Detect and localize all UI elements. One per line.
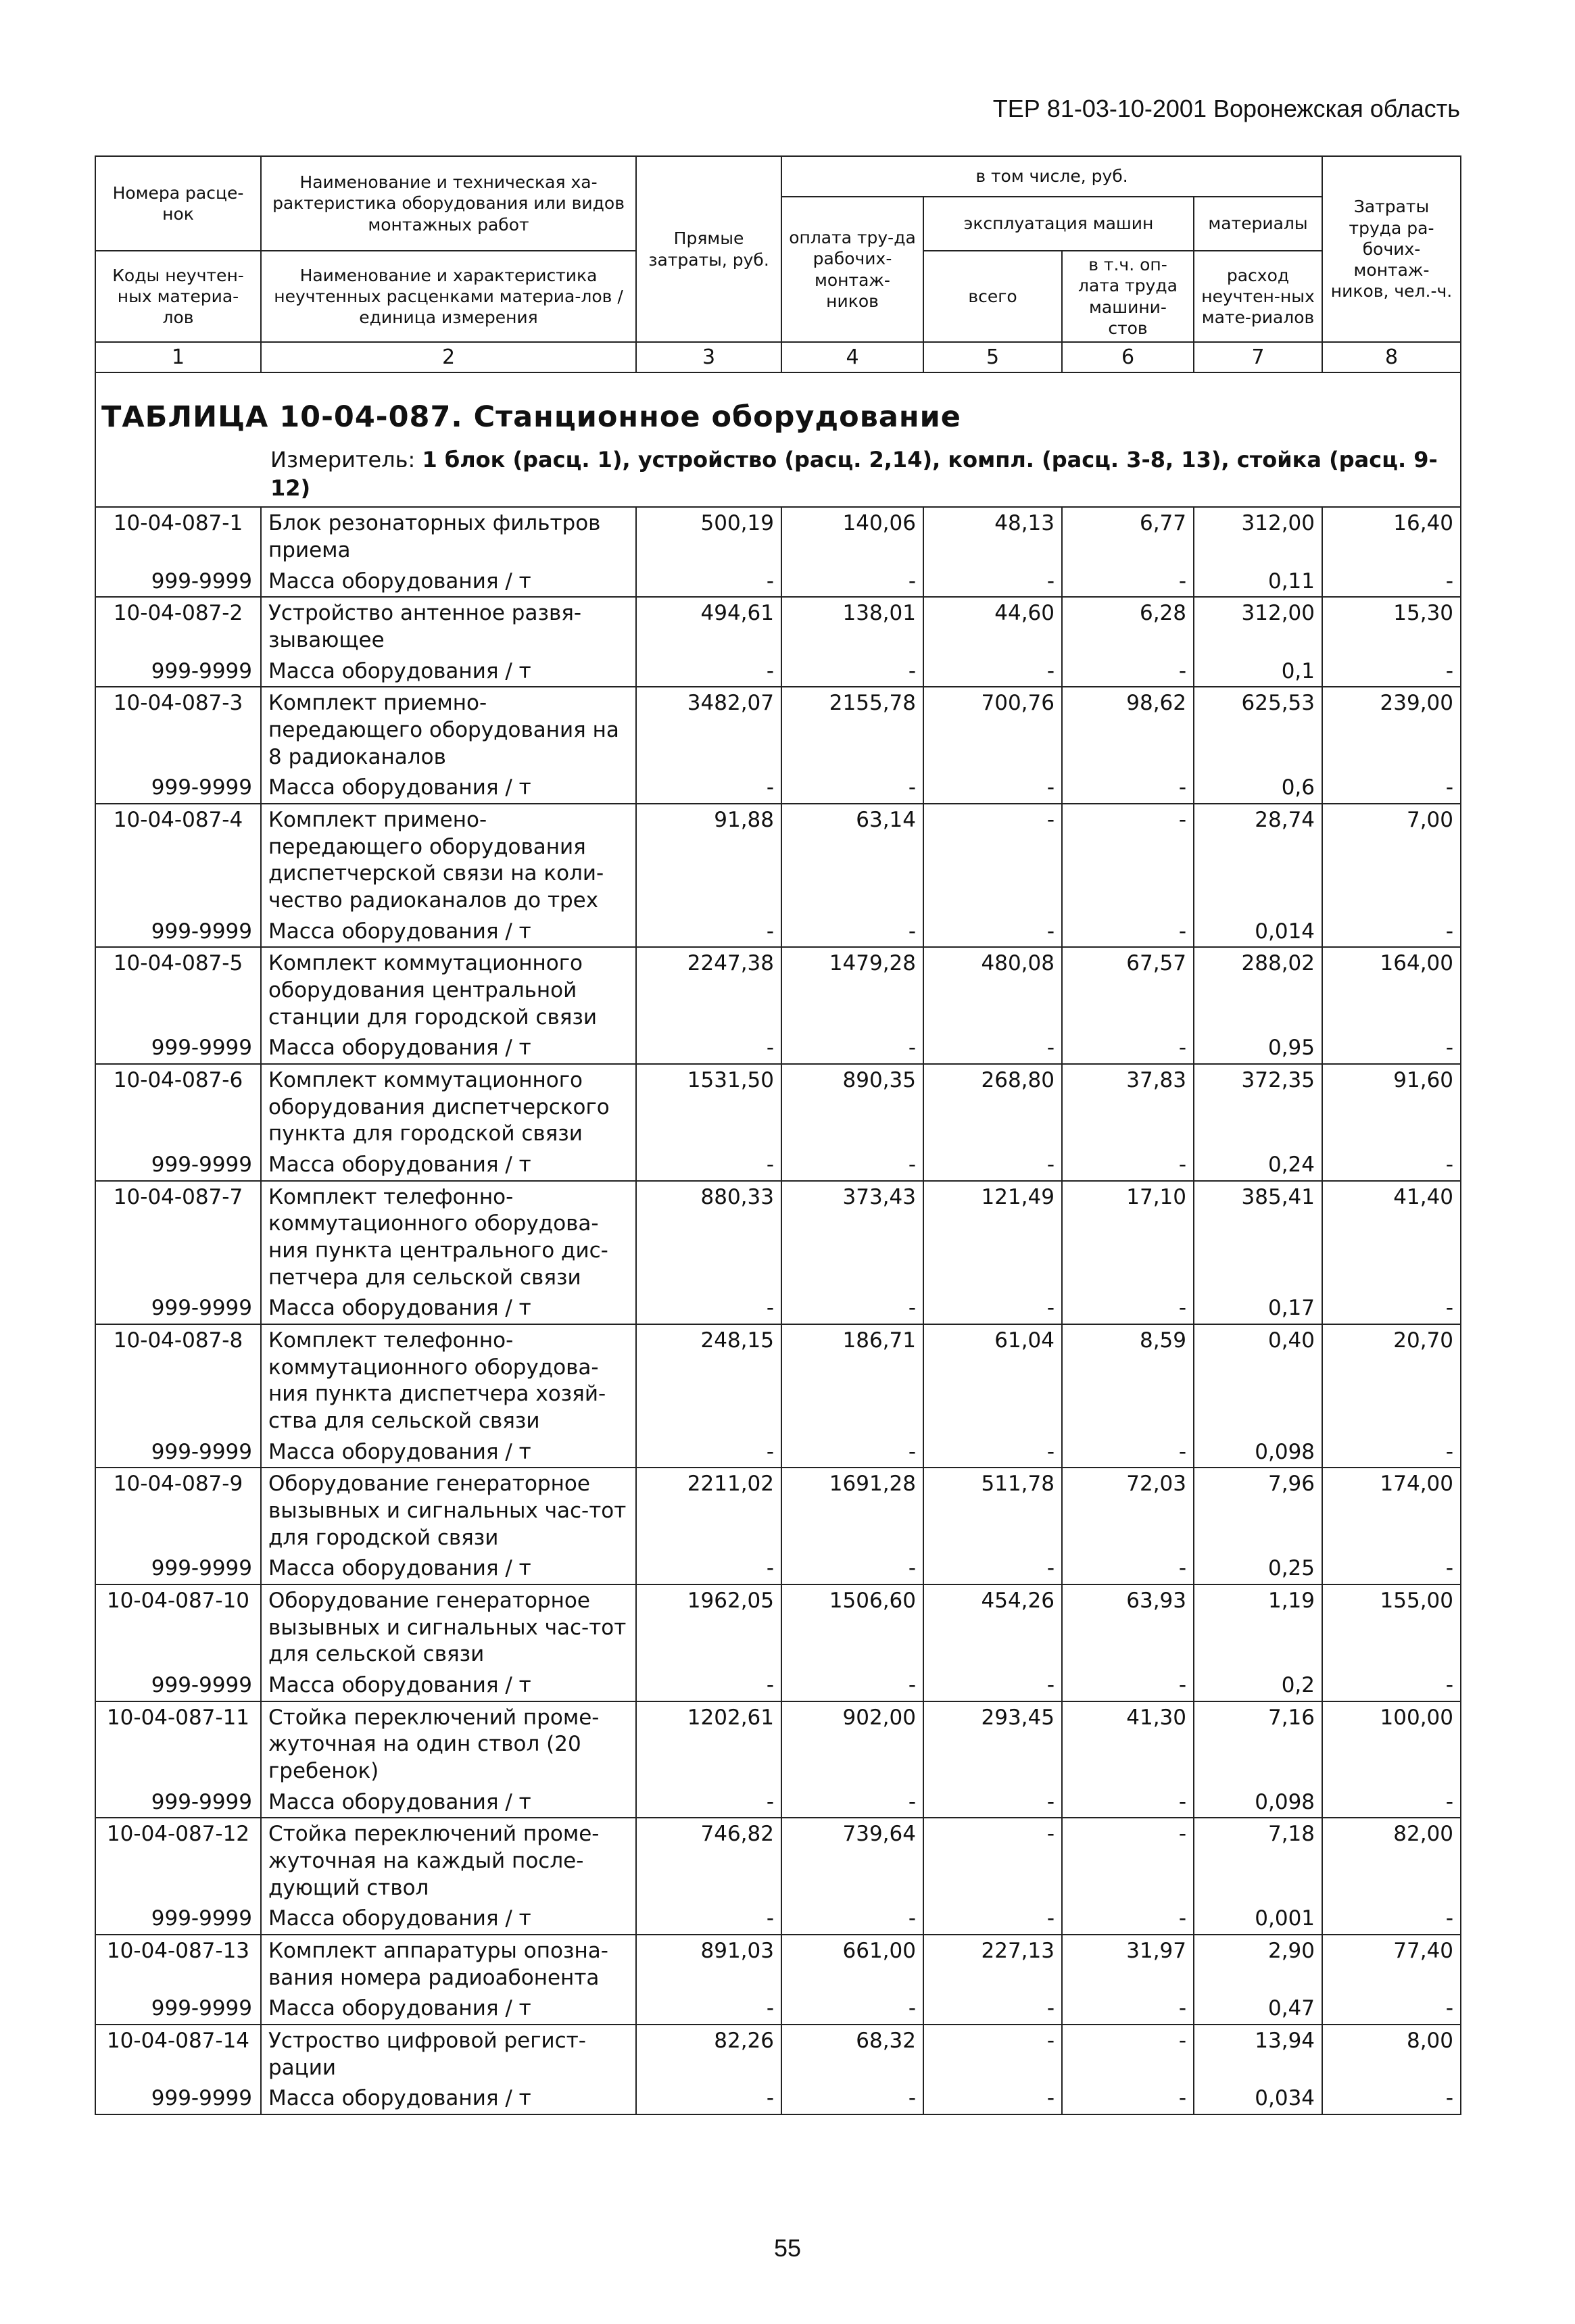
labor-hours: - bbox=[1322, 1788, 1461, 1818]
column-number: 2 bbox=[261, 342, 636, 372]
workers-pay: - bbox=[781, 1034, 923, 1064]
workers-pay: 140,06 bbox=[781, 507, 923, 566]
machinists-pay: - bbox=[1062, 657, 1194, 687]
material-consumption: 0,95 bbox=[1194, 1034, 1322, 1064]
materials: 0,40 bbox=[1194, 1324, 1322, 1438]
direct-costs: 500,19 bbox=[636, 507, 781, 566]
machines-total: - bbox=[923, 1034, 1062, 1064]
rate-code: 10-04-087-9 bbox=[95, 1468, 261, 1554]
header-machines-total: всего bbox=[923, 251, 1062, 342]
machinists-pay: - bbox=[1062, 567, 1194, 598]
workers-pay: - bbox=[781, 1788, 923, 1818]
direct-costs: 1202,61 bbox=[636, 1701, 781, 1788]
workers-pay: - bbox=[781, 1294, 923, 1324]
material-code: 999-9999 bbox=[95, 917, 261, 948]
item-name: Оборудование генераторное вызывных и сигнальных час-тот для сельской связи bbox=[261, 1584, 636, 1671]
workers-pay: 63,14 bbox=[781, 804, 923, 917]
rate-code: 10-04-087-12 bbox=[95, 1818, 261, 1904]
item-name: Стойка переключений проме-жуточная на один ствол (20 гребенок) bbox=[261, 1701, 636, 1788]
direct-costs: 891,03 bbox=[636, 1935, 781, 1994]
table-row bbox=[95, 1701, 1461, 1788]
column-number: 1 bbox=[95, 342, 261, 372]
machines-total: - bbox=[923, 1994, 1062, 2025]
machines-total: 121,49 bbox=[923, 1181, 1062, 1294]
machines-total: 48,13 bbox=[923, 507, 1062, 566]
material-code: 999-9999 bbox=[95, 567, 261, 598]
material-row bbox=[95, 567, 1461, 598]
labor-hours: - bbox=[1322, 917, 1461, 948]
machines-total: 454,26 bbox=[923, 1584, 1062, 1671]
rate-code: 10-04-087-10 bbox=[95, 1584, 261, 1671]
materials: 7,16 bbox=[1194, 1701, 1322, 1788]
header-machinists-pay: в т.ч. оп-лата труда машини-стов bbox=[1062, 251, 1194, 342]
workers-pay: 1479,28 bbox=[781, 947, 923, 1034]
table-row bbox=[95, 687, 1461, 773]
item-name: Комплект примено-передающего оборудования диспетчерской связи на коли-чество радиоканалов до трех bbox=[261, 804, 636, 917]
machines-total: - bbox=[923, 567, 1062, 598]
direct-costs: 746,82 bbox=[636, 1818, 781, 1904]
machinists-pay: - bbox=[1062, 1034, 1194, 1064]
machines-total: - bbox=[923, 1671, 1062, 1701]
machinists-pay: 67,57 bbox=[1062, 947, 1194, 1034]
machinists-pay: - bbox=[1062, 1151, 1194, 1181]
material-name: Масса оборудования / т bbox=[261, 1151, 636, 1181]
material-row bbox=[95, 1438, 1461, 1468]
materials: 13,94 bbox=[1194, 2025, 1322, 2084]
item-name: Устройство антенное развя-зывающее bbox=[261, 597, 636, 656]
rate-code: 10-04-087-13 bbox=[95, 1935, 261, 1994]
machinists-pay: 6,77 bbox=[1062, 507, 1194, 566]
material-name: Масса оборудования / т bbox=[261, 1904, 636, 1935]
material-consumption: 0,11 bbox=[1194, 567, 1322, 598]
workers-pay: 739,64 bbox=[781, 1818, 923, 1904]
labor-hours: 41,40 bbox=[1322, 1181, 1461, 1294]
material-name: Масса оборудования / т bbox=[261, 1788, 636, 1818]
workers-pay: - bbox=[781, 773, 923, 804]
header-machines: эксплуатация машин bbox=[923, 197, 1194, 251]
workers-pay: 1506,60 bbox=[781, 1584, 923, 1671]
machines-total: 44,60 bbox=[923, 597, 1062, 656]
direct-costs: - bbox=[636, 1034, 781, 1064]
column-number: 3 bbox=[636, 342, 781, 372]
material-code: 999-9999 bbox=[95, 1554, 261, 1584]
table-row bbox=[95, 1324, 1461, 1438]
item-name: Комплект телефонно-коммутационного оборудова-ния пункта диспетчера хозяй-ства для сельской связи bbox=[261, 1324, 636, 1438]
table-row bbox=[95, 1064, 1461, 1151]
material-row bbox=[95, 1671, 1461, 1701]
rate-code: 10-04-087-8 bbox=[95, 1324, 261, 1438]
machinists-pay: - bbox=[1062, 1994, 1194, 2025]
labor-hours: 77,40 bbox=[1322, 1935, 1461, 1994]
column-numbers-row bbox=[95, 342, 1461, 372]
header-labor-hours: Затраты труда ра-бочих-монтаж-ников, чел.-ч. bbox=[1322, 156, 1461, 342]
machines-total: - bbox=[923, 804, 1062, 917]
direct-costs: - bbox=[636, 1994, 781, 2025]
header-including: в том числе, руб. bbox=[781, 156, 1322, 197]
material-code: 999-9999 bbox=[95, 1994, 261, 2025]
materials: 625,53 bbox=[1194, 687, 1322, 773]
labor-hours: 164,00 bbox=[1322, 947, 1461, 1034]
machinists-pay: 37,83 bbox=[1062, 1064, 1194, 1151]
machines-total: - bbox=[923, 657, 1062, 687]
materials: 28,74 bbox=[1194, 804, 1322, 917]
labor-hours: - bbox=[1322, 1034, 1461, 1064]
material-row bbox=[95, 1994, 1461, 2025]
workers-pay: - bbox=[781, 657, 923, 687]
table-row bbox=[95, 1818, 1461, 1904]
header-material-codes: Коды неучтен-ных материа-лов bbox=[95, 251, 261, 342]
item-name: Оборудование генераторное вызывных и сигнальных час-тот для городской связи bbox=[261, 1468, 636, 1554]
measure-text: 1 блок (расц. 1), устройство (расц. 2,14), компл. (расц. 3-8, 13), стойка (расц. 9-12) bbox=[270, 447, 1438, 501]
machinists-pay: - bbox=[1062, 1294, 1194, 1324]
direct-costs: 494,61 bbox=[636, 597, 781, 656]
table-title-section bbox=[95, 372, 1461, 507]
material-code: 999-9999 bbox=[95, 1438, 261, 1468]
item-name: Комплект аппаратуры опозна-вания номера радиоабонента bbox=[261, 1935, 636, 1994]
machinists-pay: 31,97 bbox=[1062, 1935, 1194, 1994]
material-name: Масса оборудования / т bbox=[261, 657, 636, 687]
machines-total: 700,76 bbox=[923, 687, 1062, 773]
direct-costs: - bbox=[636, 917, 781, 948]
table-header bbox=[95, 156, 1461, 342]
table-row bbox=[95, 1181, 1461, 1294]
material-row bbox=[95, 917, 1461, 948]
machines-total: 511,78 bbox=[923, 1468, 1062, 1554]
labor-hours: 100,00 bbox=[1322, 1701, 1461, 1788]
workers-pay: - bbox=[781, 917, 923, 948]
material-code: 999-9999 bbox=[95, 773, 261, 804]
material-consumption: 0,25 bbox=[1194, 1554, 1322, 1584]
labor-hours: - bbox=[1322, 1294, 1461, 1324]
material-row bbox=[95, 1904, 1461, 1935]
rate-code: 10-04-087-4 bbox=[95, 804, 261, 917]
machines-total: - bbox=[923, 1904, 1062, 1935]
labor-hours: 8,00 bbox=[1322, 2025, 1461, 2084]
material-row bbox=[95, 1151, 1461, 1181]
document-header: ТЕР 81-03-10-2001 Воронежская область bbox=[992, 95, 1460, 122]
rate-code: 10-04-087-1 bbox=[95, 507, 261, 566]
materials: 7,96 bbox=[1194, 1468, 1322, 1554]
machinists-pay: 98,62 bbox=[1062, 687, 1194, 773]
labor-hours: 155,00 bbox=[1322, 1584, 1461, 1671]
table-row bbox=[95, 804, 1461, 917]
machinists-pay: 72,03 bbox=[1062, 1468, 1194, 1554]
materials: 288,02 bbox=[1194, 947, 1322, 1034]
material-row bbox=[95, 1034, 1461, 1064]
table-title-cell bbox=[95, 372, 1461, 507]
machinists-pay: - bbox=[1062, 917, 1194, 948]
direct-costs: - bbox=[636, 1904, 781, 1935]
direct-costs: - bbox=[636, 1554, 781, 1584]
material-name: Масса оборудования / т bbox=[261, 1034, 636, 1064]
machines-total: - bbox=[923, 1818, 1062, 1904]
workers-pay: - bbox=[781, 1151, 923, 1181]
material-consumption: 0,6 bbox=[1194, 773, 1322, 804]
item-name: Стойка переключений проме-жуточная на каждый после-дующий ствол bbox=[261, 1818, 636, 1904]
machines-total: 227,13 bbox=[923, 1935, 1062, 1994]
material-consumption: 0,014 bbox=[1194, 917, 1322, 948]
direct-costs: - bbox=[636, 773, 781, 804]
machines-total: - bbox=[923, 2084, 1062, 2114]
labor-hours: - bbox=[1322, 2084, 1461, 2114]
labor-hours: - bbox=[1322, 1671, 1461, 1701]
rate-code: 10-04-087-7 bbox=[95, 1181, 261, 1294]
machinists-pay: 6,28 bbox=[1062, 597, 1194, 656]
machinists-pay: - bbox=[1062, 2025, 1194, 2084]
machinists-pay: - bbox=[1062, 2084, 1194, 2114]
workers-pay: - bbox=[781, 1554, 923, 1584]
machinists-pay: 17,10 bbox=[1062, 1181, 1194, 1294]
machines-total: - bbox=[923, 917, 1062, 948]
material-code: 999-9999 bbox=[95, 1671, 261, 1701]
machinists-pay: - bbox=[1062, 1438, 1194, 1468]
material-code: 999-9999 bbox=[95, 1904, 261, 1935]
direct-costs: 1531,50 bbox=[636, 1064, 781, 1151]
header-materials: материалы bbox=[1194, 197, 1322, 251]
machinists-pay: - bbox=[1062, 773, 1194, 804]
table-row bbox=[95, 1584, 1461, 1671]
workers-pay: 373,43 bbox=[781, 1181, 923, 1294]
item-name: Комплект коммутационного оборудования диспетчерского пункта для городской связи bbox=[261, 1064, 636, 1151]
rates-table-wrapper bbox=[95, 155, 1460, 2115]
material-consumption: 0,1 bbox=[1194, 657, 1322, 687]
measure-line bbox=[270, 446, 1453, 502]
labor-hours: 15,30 bbox=[1322, 597, 1461, 656]
direct-costs: 82,26 bbox=[636, 2025, 781, 2084]
workers-pay: 68,32 bbox=[781, 2025, 923, 2084]
workers-pay: - bbox=[781, 1994, 923, 2025]
item-name: Комплект телефонно-коммутационного оборудова-ния пункта центрального дис-петчера для сельской связи bbox=[261, 1181, 636, 1294]
materials: 372,35 bbox=[1194, 1064, 1322, 1151]
material-consumption: 0,098 bbox=[1194, 1438, 1322, 1468]
material-consumption: 0,034 bbox=[1194, 2084, 1322, 2114]
item-name: Блок резонаторных фильтров приема bbox=[261, 507, 636, 566]
material-name: Масса оборудования / т bbox=[261, 2084, 636, 2114]
direct-costs: 248,15 bbox=[636, 1324, 781, 1438]
machinists-pay: - bbox=[1062, 1554, 1194, 1584]
rates-table bbox=[95, 155, 1461, 2115]
workers-pay: 138,01 bbox=[781, 597, 923, 656]
labor-hours: 7,00 bbox=[1322, 804, 1461, 917]
machines-total: - bbox=[923, 2025, 1062, 2084]
machinists-pay: 41,30 bbox=[1062, 1701, 1194, 1788]
material-row bbox=[95, 1554, 1461, 1584]
item-name: Устроство цифровой регист-рации bbox=[261, 2025, 636, 2084]
direct-costs: - bbox=[636, 1671, 781, 1701]
direct-costs: - bbox=[636, 657, 781, 687]
table-row bbox=[95, 507, 1461, 566]
machines-total: 480,08 bbox=[923, 947, 1062, 1034]
machinists-pay: 63,93 bbox=[1062, 1584, 1194, 1671]
table-row bbox=[95, 1468, 1461, 1554]
machinists-pay: 8,59 bbox=[1062, 1324, 1194, 1438]
machines-total: - bbox=[923, 1788, 1062, 1818]
direct-costs: 1962,05 bbox=[636, 1584, 781, 1671]
header-work-name: Наименование и техническая ха-рактеристика оборудования или видов монтажных работ bbox=[261, 156, 636, 251]
material-name: Масса оборудования / т bbox=[261, 773, 636, 804]
column-number: 5 bbox=[923, 342, 1062, 372]
machines-total: - bbox=[923, 773, 1062, 804]
labor-hours: 20,70 bbox=[1322, 1324, 1461, 1438]
material-code: 999-9999 bbox=[95, 2084, 261, 2114]
direct-costs: 2247,38 bbox=[636, 947, 781, 1034]
table-body bbox=[95, 507, 1461, 2114]
labor-hours: - bbox=[1322, 657, 1461, 687]
table-title: ТАБЛИЦА 10-04-087. Станционное оборудование bbox=[101, 400, 961, 434]
item-name: Комплект коммутационного оборудования центральной станции для городской связи bbox=[261, 947, 636, 1034]
page-number: 55 bbox=[773, 2234, 802, 2262]
material-consumption: 0,47 bbox=[1194, 1994, 1322, 2025]
materials: 1,19 bbox=[1194, 1584, 1322, 1671]
header-material-consumption: расход неучтен-ных мате-риалов bbox=[1194, 251, 1322, 342]
machinists-pay: - bbox=[1062, 1818, 1194, 1904]
material-consumption: 0,24 bbox=[1194, 1151, 1322, 1181]
machines-total: 268,80 bbox=[923, 1064, 1062, 1151]
machinists-pay: - bbox=[1062, 1904, 1194, 1935]
table-row bbox=[95, 2025, 1461, 2084]
materials: 312,00 bbox=[1194, 597, 1322, 656]
table-row bbox=[95, 947, 1461, 1034]
machines-total: 293,45 bbox=[923, 1701, 1062, 1788]
machinists-pay: - bbox=[1062, 1788, 1194, 1818]
materials: 385,41 bbox=[1194, 1181, 1322, 1294]
materials: 2,90 bbox=[1194, 1935, 1322, 1994]
material-consumption: 0,17 bbox=[1194, 1294, 1322, 1324]
rate-code: 10-04-087-2 bbox=[95, 597, 261, 656]
material-consumption: 0,001 bbox=[1194, 1904, 1322, 1935]
rate-code: 10-04-087-5 bbox=[95, 947, 261, 1034]
workers-pay: - bbox=[781, 2084, 923, 2114]
rate-code: 10-04-087-6 bbox=[95, 1064, 261, 1151]
measure-prefix: Измеритель: bbox=[270, 447, 416, 473]
column-number: 6 bbox=[1062, 342, 1194, 372]
direct-costs: - bbox=[636, 1151, 781, 1181]
machines-total: - bbox=[923, 1294, 1062, 1324]
workers-pay: 2155,78 bbox=[781, 687, 923, 773]
material-row bbox=[95, 2084, 1461, 2114]
workers-pay: - bbox=[781, 1671, 923, 1701]
labor-hours: - bbox=[1322, 773, 1461, 804]
material-name: Масса оборудования / т bbox=[261, 1554, 636, 1584]
workers-pay: 890,35 bbox=[781, 1064, 923, 1151]
machines-total: - bbox=[923, 1554, 1062, 1584]
direct-costs: - bbox=[636, 1788, 781, 1818]
workers-pay: 902,00 bbox=[781, 1701, 923, 1788]
material-name: Масса оборудования / т bbox=[261, 567, 636, 598]
labor-hours: - bbox=[1322, 1994, 1461, 2025]
material-row bbox=[95, 773, 1461, 804]
header-material-name: Наименование и характеристика неучтенных расценками материа-лов / единица измерения bbox=[261, 251, 636, 342]
column-number: 4 bbox=[781, 342, 923, 372]
material-row bbox=[95, 1788, 1461, 1818]
item-name: Комплект приемно-передающего оборудования на 8 радиоканалов bbox=[261, 687, 636, 773]
material-code: 999-9999 bbox=[95, 1034, 261, 1064]
material-row bbox=[95, 1294, 1461, 1324]
header-rate-numbers: Номера расце-нок bbox=[95, 156, 261, 251]
material-code: 999-9999 bbox=[95, 1788, 261, 1818]
direct-costs: - bbox=[636, 2084, 781, 2114]
labor-hours: - bbox=[1322, 1151, 1461, 1181]
machinists-pay: - bbox=[1062, 804, 1194, 917]
workers-pay: 186,71 bbox=[781, 1324, 923, 1438]
direct-costs: 2211,02 bbox=[636, 1468, 781, 1554]
labor-hours: 239,00 bbox=[1322, 687, 1461, 773]
direct-costs: - bbox=[636, 1438, 781, 1468]
rate-code: 10-04-087-3 bbox=[95, 687, 261, 773]
machines-total: - bbox=[923, 1438, 1062, 1468]
labor-hours: 16,40 bbox=[1322, 507, 1461, 566]
labor-hours: - bbox=[1322, 567, 1461, 598]
labor-hours: 82,00 bbox=[1322, 1818, 1461, 1904]
rate-code: 10-04-087-11 bbox=[95, 1701, 261, 1788]
column-number: 8 bbox=[1322, 342, 1461, 372]
table-row bbox=[95, 1935, 1461, 1994]
materials: 312,00 bbox=[1194, 507, 1322, 566]
material-consumption: 0,2 bbox=[1194, 1671, 1322, 1701]
material-name: Масса оборудования / т bbox=[261, 1994, 636, 2025]
labor-hours: - bbox=[1322, 1904, 1461, 1935]
workers-pay: - bbox=[781, 1904, 923, 1935]
header-workers-pay: оплата тру-да рабочих-монтаж-ников bbox=[781, 197, 923, 342]
direct-costs: - bbox=[636, 567, 781, 598]
direct-costs: 91,88 bbox=[636, 804, 781, 917]
header-direct-costs: Прямые затраты, руб. bbox=[636, 156, 781, 342]
labor-hours: 174,00 bbox=[1322, 1468, 1461, 1554]
rate-code: 10-04-087-14 bbox=[95, 2025, 261, 2084]
material-code: 999-9999 bbox=[95, 1294, 261, 1324]
material-consumption: 0,098 bbox=[1194, 1788, 1322, 1818]
direct-costs: - bbox=[636, 1294, 781, 1324]
material-name: Масса оборудования / т bbox=[261, 1671, 636, 1701]
direct-costs: 3482,07 bbox=[636, 687, 781, 773]
workers-pay: 661,00 bbox=[781, 1935, 923, 1994]
workers-pay: - bbox=[781, 567, 923, 598]
labor-hours: - bbox=[1322, 1438, 1461, 1468]
column-number: 7 bbox=[1194, 342, 1322, 372]
machines-total: - bbox=[923, 1151, 1062, 1181]
materials: 7,18 bbox=[1194, 1818, 1322, 1904]
workers-pay: - bbox=[781, 1438, 923, 1468]
workers-pay: 1691,28 bbox=[781, 1468, 923, 1554]
material-code: 999-9999 bbox=[95, 657, 261, 687]
labor-hours: - bbox=[1322, 1554, 1461, 1584]
labor-hours: 91,60 bbox=[1322, 1064, 1461, 1151]
material-row bbox=[95, 657, 1461, 687]
machinists-pay: - bbox=[1062, 1671, 1194, 1701]
material-name: Масса оборудования / т bbox=[261, 917, 636, 948]
table-row bbox=[95, 597, 1461, 656]
material-code: 999-9999 bbox=[95, 1151, 261, 1181]
machines-total: 61,04 bbox=[923, 1324, 1062, 1438]
material-name: Масса оборудования / т bbox=[261, 1438, 636, 1468]
material-name: Масса оборудования / т bbox=[261, 1294, 636, 1324]
direct-costs: 880,33 bbox=[636, 1181, 781, 1294]
